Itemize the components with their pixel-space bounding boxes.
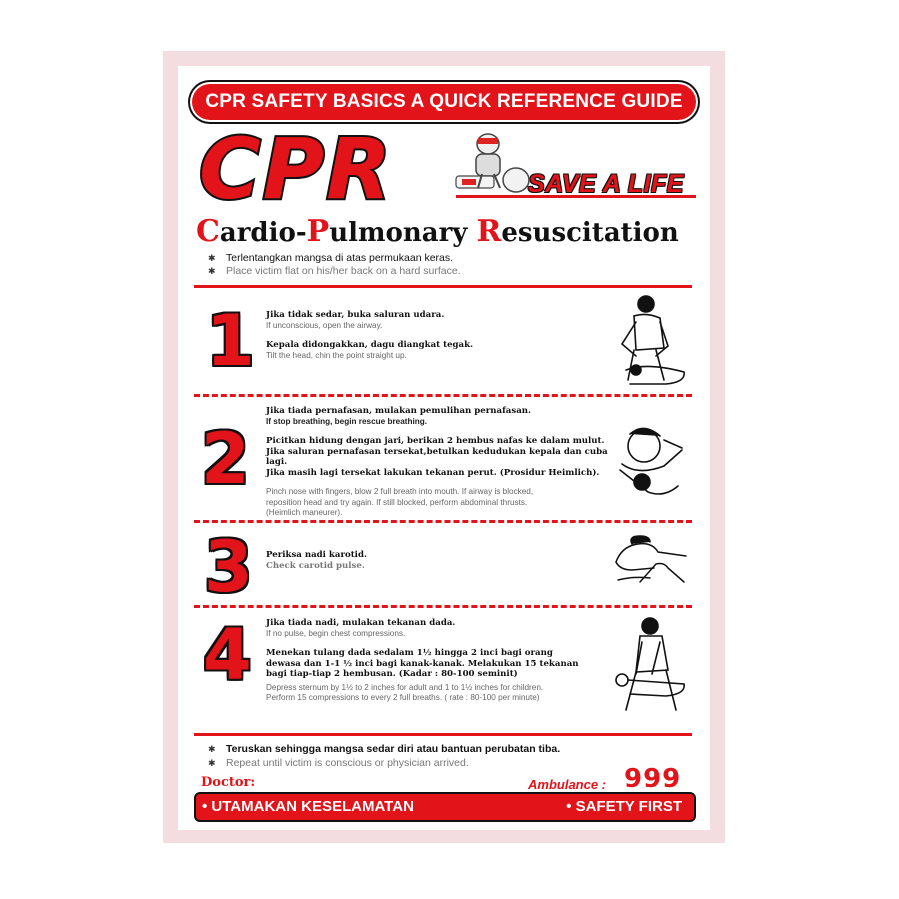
- step-3-ms1: Periksa nadi karotid.: [266, 550, 367, 560]
- rescue-breathing-illustration: [608, 420, 690, 502]
- step-4-en1: If no pulse, begin chest compressions.: [266, 628, 406, 638]
- divider-solid: [194, 285, 692, 288]
- step-2-ms2b: Jika saluran pernafasan tersekat,betulkan kedudukan kepala dan cuba lagi.: [266, 446, 608, 467]
- outro-en: Repeat until victim is conscious or physician arrived.: [226, 757, 469, 769]
- header-banner: CPR SAFETY BASICS A QUICK REFERENCE GUIDE: [192, 84, 696, 120]
- step-2-ms1: Jika tiada pernafasan, mulakan pemulihan pernafasan.: [266, 406, 532, 416]
- bullet-icon: ✱: [208, 744, 216, 754]
- step-number-3: 3: [204, 526, 253, 608]
- ambulance-number: 999: [624, 764, 682, 794]
- step-1: [266, 310, 616, 361]
- step-4-ms2a: Menekan tulang dada sedalam 1½ hingga 2 inci bagi orang: [266, 648, 553, 658]
- intro-block: [208, 252, 688, 278]
- title-part-2: ulmonary: [329, 218, 477, 248]
- step-2-en1: If stop breathing, begin rescue breathing.: [266, 416, 428, 426]
- step-4-en2a: Depress sternum by 1½ to 2 inches for adult and 1 to 1½ inches for children.: [266, 682, 544, 692]
- doctor-label: Doctor:: [201, 775, 256, 790]
- step-3: [266, 550, 616, 571]
- outro-ms: Teruskan sehingga mangsa sedar diri atau bantuan perubatan tiba.: [226, 743, 561, 755]
- step-4-en2b: Perform 15 compressions to every 2 full breaths. ( rate : 80-100 per minute): [266, 693, 540, 702]
- cpr-logo-text: CPR: [199, 126, 393, 210]
- divider-dashed: [194, 520, 692, 523]
- step-1-ms1: Jika tidak sedar, buka saluran udara.: [266, 310, 445, 320]
- outro-block: [208, 742, 688, 770]
- step-2-en2a: Pinch nose with fingers, blow 2 full breath into mouth. If airway is blocked,: [266, 487, 534, 496]
- footer-left: • UTAMAKAN KESELAMATAN: [202, 798, 414, 815]
- step-number-2: 2: [201, 418, 250, 500]
- footer-banner: [196, 794, 694, 820]
- carotid-pulse-illustration: [610, 532, 690, 588]
- tagline: SAVE A LIFE: [528, 170, 684, 198]
- airway-illustration: [606, 292, 690, 388]
- page-title: [196, 214, 696, 250]
- step-3-en1: Check carotid pulse.: [266, 560, 365, 571]
- bullet-icon: ✱: [208, 758, 216, 768]
- step-4-ms2b: dewasa dan 1-1 ½ inci bagi kanak-kanak. Melakukan 15 tekanan: [266, 658, 579, 669]
- footer-right: • SAFETY FIRST: [566, 798, 682, 815]
- divider-solid: [194, 733, 692, 736]
- divider-dashed: [194, 394, 692, 397]
- step-1-ms2: Kepala didongakkan, dagu diangkat tegak.: [266, 340, 474, 350]
- bullet-icon: ✱: [208, 266, 216, 276]
- step-4: [266, 618, 616, 704]
- intro-ms: Terlentangkan mangsa di atas permukaan keras.: [226, 252, 454, 264]
- intro-en: Place victim flat on his/her back on a hard surface.: [226, 265, 461, 277]
- cpr-logo: [195, 126, 455, 210]
- title-part-3: esuscitation: [501, 218, 679, 248]
- chest-compression-illustration: [606, 614, 690, 718]
- title-part-1: ardio-: [219, 218, 307, 248]
- title-letter-p: P: [306, 214, 330, 249]
- step-2: [266, 406, 616, 519]
- step-4-ms1: Jika tiada nadi, mulakan tekanan dada.: [266, 618, 456, 628]
- step-2-ms2c: Jika masih lagi tersekat lakukan tekanan perut. (Prosidur Heimlich).: [266, 467, 600, 478]
- step-2-ms2a: Picitkan hidung dengan jari, berikan 2 hembus nafas ke dalam mulut.: [266, 436, 605, 446]
- bullet-icon: ✱: [208, 253, 216, 263]
- ambulance-label: Ambulance :: [528, 777, 607, 792]
- step-1-en2: Tilt the head, chin the point straight up.: [266, 350, 407, 360]
- step-number-4: 4: [203, 614, 252, 696]
- step-4-ms2c: bagi tiap-tiap 2 hembusan. (Kadar : 80-100 seminit): [266, 669, 518, 679]
- step-number-1: 1: [206, 300, 255, 382]
- step-1-en1: If unconscious, open the airway.: [266, 320, 383, 330]
- title-letter-r: R: [476, 214, 502, 249]
- title-letter-c: C: [196, 214, 220, 249]
- cpr-dummy-icon: [448, 130, 534, 198]
- step-2-en2c: (Heimlich maneurer).: [266, 508, 343, 517]
- step-2-en2b: reposition head and try again. If still blocked, perform abdominal thrusts.: [266, 497, 528, 507]
- divider-dashed: [194, 605, 692, 608]
